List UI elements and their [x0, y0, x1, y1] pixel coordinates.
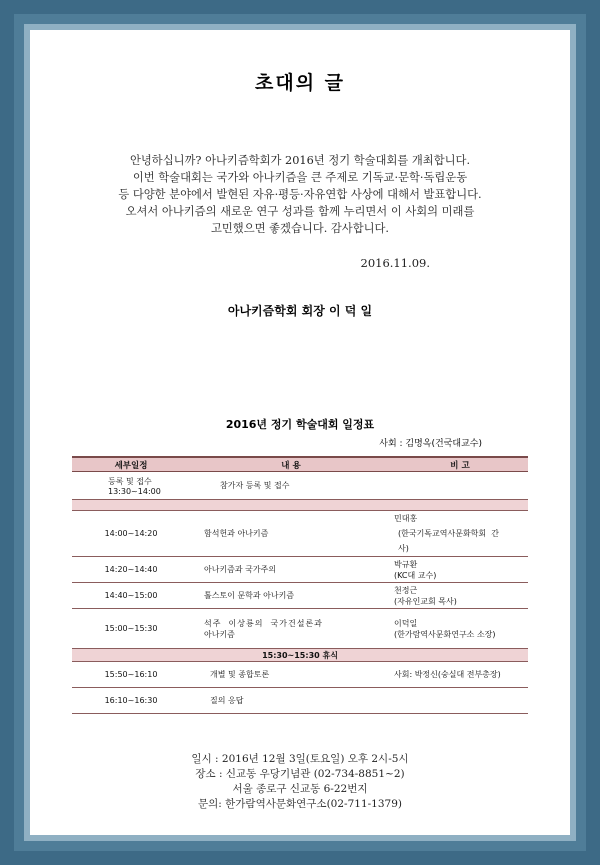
- letter-line: 안녕하십니까? 아나키즘학회가 2016년 정기 학술대회를 개최합니다.: [129, 154, 471, 167]
- letter-line: 오셔서 아나키즘의 새로운 연구 성과를 함께 누리면서 이 사회의 미래를: [125, 205, 475, 218]
- time-value: 13:30~14:00: [108, 486, 161, 496]
- cell-time: 14:40~15:00: [104, 591, 158, 600]
- schedule-host: 사회 : 김명옥(건국대교수): [379, 439, 482, 449]
- table-row: [72, 609, 528, 649]
- info-line: 장소 : 신교동 우당기념관 (02-734-8851~2): [195, 768, 405, 780]
- cell-content: 톨스토이 문학과 아나키즘: [204, 591, 295, 600]
- table-row: [72, 583, 528, 609]
- break-label: 15:30~15:30 휴식: [262, 650, 338, 660]
- cell-content: 석주 이상룡의 국가건설론과 아나키즘: [204, 618, 323, 639]
- header-time: 세부일정: [114, 460, 148, 471]
- table-row: [72, 662, 528, 688]
- cell-time: 16:10~16:30: [104, 696, 158, 705]
- note-name: 민대홍: [394, 514, 418, 523]
- letter-line: 이번 학술대회는 국가와 아나키즘을 큰 주제로 기독교·문학·독립운동: [132, 171, 468, 184]
- cell-note: [392, 688, 528, 714]
- letter-line: 등 다양한 분야에서 발현된 자유·평등·자유연합 사상에 대해서 발표합니다.: [118, 188, 482, 201]
- event-info: [30, 752, 570, 812]
- time-label: 등록 및 접수: [108, 476, 152, 486]
- letter-date: 2016.11.09.: [360, 256, 430, 270]
- invitation-letter: [60, 152, 540, 237]
- cell-note: 사회: 박정신(숭실대 전부총장): [394, 670, 501, 679]
- cell-content: 참가자 등록 및 접수: [220, 481, 290, 490]
- cell-time: [72, 472, 190, 500]
- table-header-row: [72, 457, 528, 472]
- break-row: [72, 649, 528, 662]
- header-content: 내 용: [281, 460, 301, 471]
- cell-note: [392, 511, 528, 557]
- invitation-page: [30, 30, 570, 835]
- table-row: [72, 688, 528, 714]
- table-row: [72, 557, 528, 583]
- cell-time: 14:00~14:20: [104, 529, 158, 538]
- cell-note: 이덕일 (한가람역사문화연구소 소장): [394, 618, 496, 639]
- info-line: 일시 : 2016년 12월 3일(토요일) 오후 2시-5시: [191, 753, 409, 765]
- note-affiliation: (한국기독교역사문화학회 간 사): [398, 529, 499, 553]
- page-title: 초대의 글: [254, 72, 346, 94]
- cell-content: 개별 및 종합토론: [210, 670, 270, 679]
- cell-note: [392, 472, 528, 500]
- cell-content: 질의 응답: [210, 696, 244, 705]
- cell-time: 14:20~14:40: [104, 565, 158, 574]
- header-note: 비 고: [450, 460, 470, 471]
- cell-time: 15:50~16:10: [104, 670, 158, 679]
- cell-content: 아나키즘과 국가주의: [204, 565, 277, 574]
- table-spacer-row: [72, 500, 528, 511]
- info-line: 문의: 한가람역사문화연구소(02-711-1379): [197, 798, 402, 810]
- schedule-title: 2016년 정기 학술대회 일정표: [225, 418, 375, 431]
- table-row: [72, 472, 528, 500]
- table-row: [72, 511, 528, 557]
- cell-note: 박규환 (KC대 교수): [394, 559, 437, 580]
- schedule-table: [72, 456, 528, 714]
- president-signature: 아나키즘학회 회장 이 덕 일: [227, 304, 373, 318]
- letter-line: 고민했으면 좋겠습니다. 감사합니다.: [210, 222, 390, 235]
- cell-time: 15:00~15:30: [104, 624, 158, 633]
- info-line: 서울 종로구 신교동 6-22번지: [232, 783, 368, 795]
- cell-note: 천정근 (자유인교회 목사): [394, 585, 457, 606]
- cell-content: 함석헌과 아나키즘: [204, 529, 269, 538]
